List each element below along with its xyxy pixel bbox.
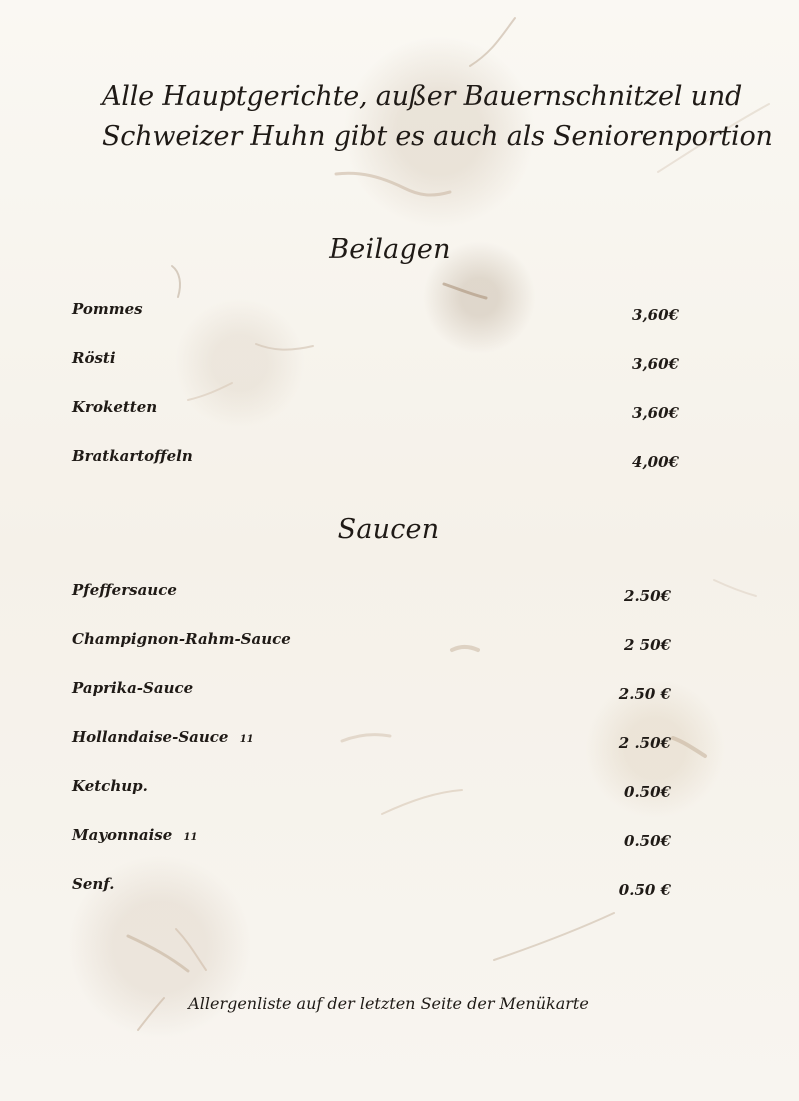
sauce-row	[72, 825, 687, 874]
sauce-price: 0.50€	[624, 783, 671, 801]
beilage-row	[72, 446, 687, 495]
sauce-row	[72, 874, 687, 923]
beilage-row	[72, 397, 687, 446]
sauce-row	[72, 727, 687, 776]
sauce-name	[72, 678, 193, 698]
sauce-name-text: Champignon-Rahm-Sauce	[72, 630, 291, 648]
sauce-row	[72, 629, 687, 678]
sauce-price: 2 .50€	[618, 734, 671, 752]
beilage-price: 3,60€	[632, 355, 679, 373]
beilage-name: Kroketten	[72, 398, 158, 416]
beilage-price: 4,00€	[632, 453, 679, 471]
sauce-name-text: Paprika-Sauce	[72, 679, 194, 697]
menu-header	[102, 77, 773, 157]
sauce-price: 0.50 €	[618, 881, 671, 899]
sauce-name	[72, 776, 148, 796]
sauce-name-text: Ketchup.	[72, 777, 148, 795]
section-title-saucen: Saucen	[337, 514, 440, 545]
sauce-name	[72, 727, 254, 750]
allergen-code: 11	[239, 734, 254, 745]
sauce-name	[72, 874, 114, 894]
sauce-name-text: Hollandaise-Sauce	[72, 728, 229, 746]
section-title-beilagen: Beilagen	[329, 234, 451, 265]
sauce-name	[72, 825, 197, 848]
allergen-note: Allergenliste auf der letzten Seite der Menükarte	[188, 994, 589, 1013]
sauce-row	[72, 776, 687, 825]
sauce-name-text: Pfeffersauce	[72, 581, 177, 599]
saucen-list	[72, 580, 687, 923]
sauce-price: 2.50€	[624, 587, 671, 605]
sauce-row	[72, 678, 687, 727]
beilage-row	[72, 299, 687, 348]
beilage-price: 3,60€	[632, 404, 679, 422]
beilage-name: Pommes	[72, 300, 143, 318]
sauce-price: 2 50€	[624, 636, 671, 654]
beilage-name: Bratkartoffeln	[72, 447, 193, 465]
beilage-price: 3,60€	[632, 306, 679, 324]
header-line-2: Schweizer Huhn gibt es auch als Seniorenportion	[102, 121, 773, 152]
sauce-name	[72, 580, 177, 600]
beilage-row	[72, 348, 687, 397]
sauce-name	[72, 629, 291, 649]
sauce-price: 2.50 €	[618, 685, 671, 703]
sauce-row	[72, 580, 687, 629]
allergen-code: 11	[183, 832, 198, 843]
beilage-name: Rösti	[72, 349, 116, 367]
sauce-name-text: Senf.	[72, 875, 115, 893]
beilagen-list	[72, 299, 687, 495]
header-line-1: Alle Hauptgerichte, außer Bauernschnitzel und	[102, 81, 743, 112]
sauce-name-text: Mayonnaise	[72, 826, 173, 844]
sauce-price: 0.50€	[624, 832, 671, 850]
